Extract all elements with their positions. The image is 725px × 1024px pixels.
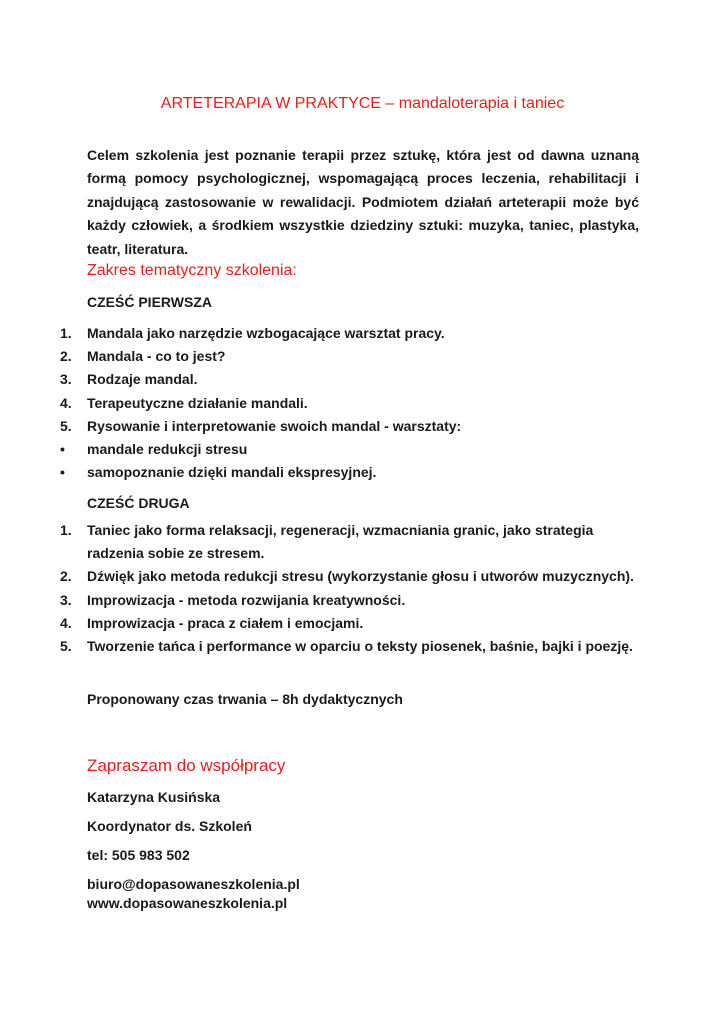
list-marker: 2.: [60, 568, 72, 585]
scope-heading: Zakres tematyczny szkolenia:: [87, 262, 297, 279]
list-marker: 5.: [60, 638, 72, 655]
list-marker: 3.: [60, 591, 72, 608]
list-marker: 2.: [60, 348, 72, 365]
list-item-text: Mandala jako narzędzie wzbogacające warsztat pracy.: [87, 325, 445, 341]
intro-paragraph: Celem szkolenia jest poznanie terapii przez sztukę, która jest od dawna uznaną formą pomocy psychologicznej, wspomagającą proces leczenia, rehabilitacji i znajdującą zastosowanie w rewalidacji. Podmiotem działań arteterapii może być każdy człowiek, a środkiem wszystkie dziedziny sztuki: muzyka, taniec, plastyka, teatr, literatura.: [87, 147, 639, 257]
contact-email[interactable]: biuro@dopasowaneszkolenia.pl: [87, 876, 300, 892]
list-marker: 1.: [60, 522, 72, 538]
list-item-text: Improwizacja - praca z ciałem i emocjami.: [87, 614, 364, 631]
list-item-text: mandale redukcji stresu: [87, 441, 248, 458]
list-item-text: Dźwięk jako metoda redukcji stresu (wykorzystanie głosu i utworów muzycznych).: [87, 568, 634, 585]
list-item: [60, 392, 650, 415]
list-item-text: Mandala - co to jest?: [87, 348, 226, 365]
list-marker: 4.: [60, 394, 72, 411]
part2-label: CZEŚĆ DRUGA: [87, 495, 190, 511]
list-item: [60, 368, 650, 391]
list-item: [60, 612, 650, 635]
list-item-text: Taniec jako forma relaksacji, regeneracji, wzmacniania granic, jako strategia radzenia sobie ze stresem.: [87, 522, 594, 562]
list-item-text: Tworzenie tańca i performance w oparciu o teksty piosenek, baśnie, bajki i poezję.: [87, 638, 633, 655]
list-marker: 3.: [60, 371, 72, 388]
duration-text: Proponowany czas trwania – 8h dydaktycznych: [87, 691, 403, 707]
list-item: [60, 322, 650, 345]
list-item: [60, 635, 650, 658]
contact-phone: tel: 505 983 502: [87, 847, 190, 863]
bullet-marker: •: [60, 441, 65, 458]
bullet-marker: •: [60, 464, 65, 481]
list-item: [60, 589, 650, 612]
list-item: [60, 345, 650, 368]
contact-role: Koordynator ds. Szkoleń: [87, 818, 252, 834]
list-item-text: samopoznanie dzięki mandali ekspresyjnej.: [87, 464, 377, 481]
list-item: [60, 415, 650, 438]
list-item-text: Terapeutyczne działanie mandali.: [87, 394, 308, 411]
document-title: ARTETERAPIA W PRAKTYCE – mandaloterapia i taniec: [160, 95, 565, 112]
list-marker: 1.: [60, 325, 72, 341]
list-item-text: Improwizacja - metoda rozwijania kreatywności.: [87, 591, 406, 608]
list-marker: 4.: [60, 614, 72, 631]
list-item: [60, 461, 650, 484]
part1-list: [60, 322, 650, 484]
list-item: [60, 519, 650, 565]
list-item: [60, 438, 650, 461]
contact-website[interactable]: www.dopasowaneszkolenia.pl: [87, 895, 288, 911]
list-item-text: Rysowanie i interpretowanie swoich mandal - warsztaty:: [87, 417, 462, 434]
list-item: [60, 565, 650, 588]
contact-heading: Zapraszam do współpracy: [87, 756, 286, 775]
part1-label: CZEŚĆ PIERWSZA: [87, 294, 212, 310]
list-item-text: Rodzaje mandal.: [87, 371, 198, 388]
list-marker: 5.: [60, 417, 72, 434]
part2-list: [60, 519, 650, 658]
contact-name: Katarzyna Kusińska: [87, 789, 221, 805]
